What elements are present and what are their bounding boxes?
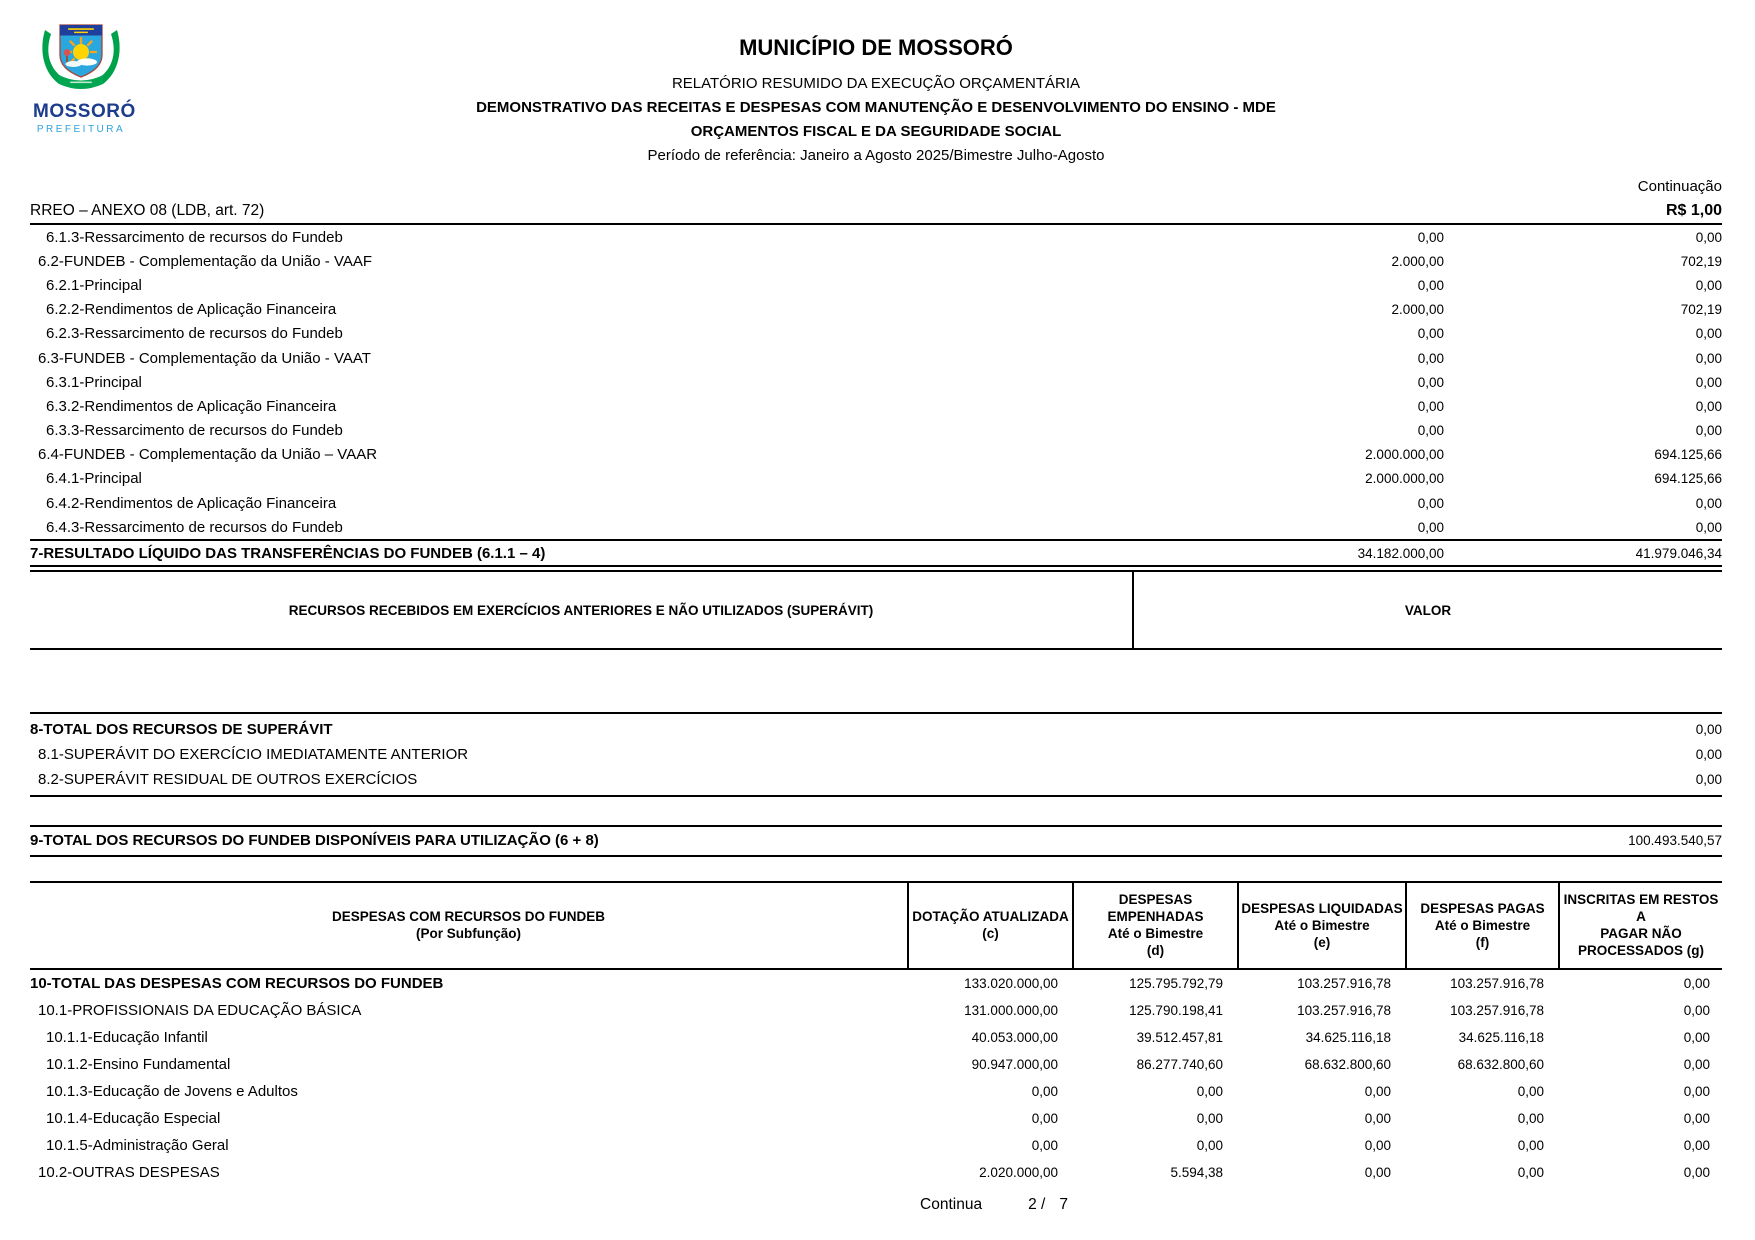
currency-unit: R$ 1,00 [1665, 202, 1722, 219]
table-row: 10.1.3-Educação de Jovens e Adultos 0,00 0,00 0,00 0,00 0,00 [46, 1082, 1710, 1100]
table-row: 10.1.4-Educação Especial 0,00 0,00 0,00 0,00 0,00 [46, 1109, 1710, 1127]
table-row: 8.1-SUPERÁVIT DO EXERCÍCIO IMEDIATAMENTE ANTERIOR 0,00 [38, 746, 1722, 764]
table-row: 6.1.3-Ressarcimento de recursos do Fundeb 0,00 0,00 [46, 228, 1722, 246]
mossoro-logo [33, 22, 136, 135]
anexo-label: RREO – ANEXO 08 (LDB, art. 72) [30, 202, 265, 219]
superavit-title: RECURSOS RECEBIDOS EM EXERCÍCIOS ANTERIORES E NÃO UTILIZADOS (SUPERÁVIT) [30, 572, 1134, 648]
table-row: 6.4.2-Rendimentos de Aplicação Financeira 0,00 0,00 [46, 494, 1722, 512]
page-total: 7 [1059, 1195, 1068, 1213]
superavit-header-box [30, 570, 1722, 650]
expenses-table [30, 881, 1722, 1186]
mossoro-crest-icon [37, 22, 125, 94]
column-header-dotacao: DOTAÇÃO ATUALIZADA (c) [907, 883, 1072, 968]
budget-title: ORÇAMENTOS FISCAL E DA SEGURIDADE SOCIAL [690, 123, 1062, 140]
column-header-liquidadas: DESPESAS LIQUIDADAS Até o Bimestre (e) [1237, 883, 1405, 968]
continuation-label: Continuação [1637, 178, 1722, 195]
table-row: 10.1.2-Ensino Fundamental 90.947.000,00 86.277.740,60 68.632.800,60 68.632.800,60 0,00 [46, 1055, 1710, 1073]
table-row: 6.3.1-Principal 0,00 0,00 [46, 373, 1722, 391]
superavit-section [30, 712, 1722, 796]
fundeb-transfers-rows [30, 225, 1722, 539]
table-row: 6.3-FUNDEB - Complementação da União - VAAT 0,00 0,00 [38, 349, 1722, 367]
column-header-pagas: DESPESAS PAGAS Até o Bimestre (f) [1405, 883, 1558, 968]
superavit-value-header: VALOR [1404, 602, 1452, 618]
table-row: 8.2-SUPERÁVIT RESIDUAL DE OUTROS EXERCÍCIOS 0,00 [38, 771, 1722, 789]
title-block [30, 0, 1722, 165]
column-header-restos-a-pagar: INSCRITAS EM RESTOS A PAGAR NÃO PROCESSADOS (g) [1558, 883, 1722, 968]
table-row: 6.2.1-Principal 0,00 0,00 [46, 276, 1722, 294]
page-footer [30, 1196, 1722, 1214]
table-row: 6.3.2-Rendimentos de Aplicação Financeira 0,00 0,00 [46, 397, 1722, 415]
table-row: 10.1.1-Educação Infantil 40.053.000,00 39.512.457,81 34.625.116,18 34.625.116,18 0,00 [46, 1028, 1710, 1046]
table-row: 6.2-FUNDEB - Complementação da União - VAAF 2.000,00 702,19 [38, 252, 1722, 270]
table-row: 6.4-FUNDEB - Complementação da União – VAAR 2.000.000,00 694.125,66 [38, 446, 1722, 464]
logo-title: MOSSORÓ [33, 101, 136, 122]
report-header [30, 0, 1722, 170]
table-row: 6.2.3-Ressarcimento de recursos do Fundeb 0,00 0,00 [46, 325, 1722, 343]
municipality-title: MUNICÍPIO DE MOSSORÓ [739, 35, 1013, 60]
table-row: 8-TOTAL DOS RECURSOS DE SUPERÁVIT 0,00 [30, 720, 1722, 738]
table-row: 10.1-PROFISSIONAIS DA EDUCAÇÃO BÁSICA 131.000.000,00 125.790.198,41 103.257.916,78 103.257.916,78 0,00 [38, 1001, 1710, 1019]
column-header-empenhadas: DESPESAS EMPENHADAS Até o Bimestre (d) [1072, 883, 1237, 968]
report-page [30, 0, 1722, 1214]
fundeb-net-result-row: 7-RESULTADO LÍQUIDO DAS TRANSFERÊNCIAS DO FUNDEB (6.1.1 – 4) 34.182.000,00 41.979.046,34 [30, 539, 1722, 567]
continua-label: Continua [920, 1195, 983, 1213]
logo-subtitle: PREFEITURA [36, 124, 126, 135]
page-number: 2 / [1028, 1195, 1046, 1213]
table-row: 6.2.2-Rendimentos de Aplicação Financeira 2.000,00 702,19 [46, 301, 1722, 319]
expenses-table-header [30, 881, 1722, 970]
table-row: 10.2-OUTRAS DESPESAS 2.020.000,00 5.594,38 0,00 0,00 0,00 [38, 1163, 1710, 1181]
statement-title: DEMONSTRATIVO DAS RECEITAS E DESPESAS COM MANUTENÇÃO E DESENVOLVIMENTO DO ENSINO - MDE [476, 99, 1276, 116]
anexo-row [30, 202, 1722, 225]
report-title: RELATÓRIO RESUMIDO DA EXECUÇÃO ORÇAMENTÁRIA [671, 75, 1081, 92]
table-row: 10.1.5-Administração Geral 0,00 0,00 0,00 0,00 0,00 [46, 1136, 1710, 1154]
column-header-subfunction: DESPESAS COM RECURSOS DO FUNDEB (Por Subfunção) [331, 909, 606, 942]
table-row: 10-TOTAL DAS DESPESAS COM RECURSOS DO FUNDEB 133.020.000,00 125.795.792,79 103.257.916,78 103.257.916,78 0,00 [30, 974, 1710, 992]
table-row: 6.4.1-Principal 2.000.000,00 694.125,66 [46, 470, 1722, 488]
table-row: 6.3.3-Ressarcimento de recursos do Fundeb 0,00 0,00 [46, 422, 1722, 440]
reference-period: Período de referência: Janeiro a Agosto 2025/Bimestre Julho-Agosto [647, 147, 1105, 164]
table-row: 6.4.3-Ressarcimento de recursos do Fundeb 0,00 0,00 [46, 518, 1722, 536]
total-resources-row: 9-TOTAL DOS RECURSOS DO FUNDEB DISPONÍVEIS PARA UTILIZAÇÃO (6 + 8) 100.493.540,57 [30, 825, 1722, 857]
